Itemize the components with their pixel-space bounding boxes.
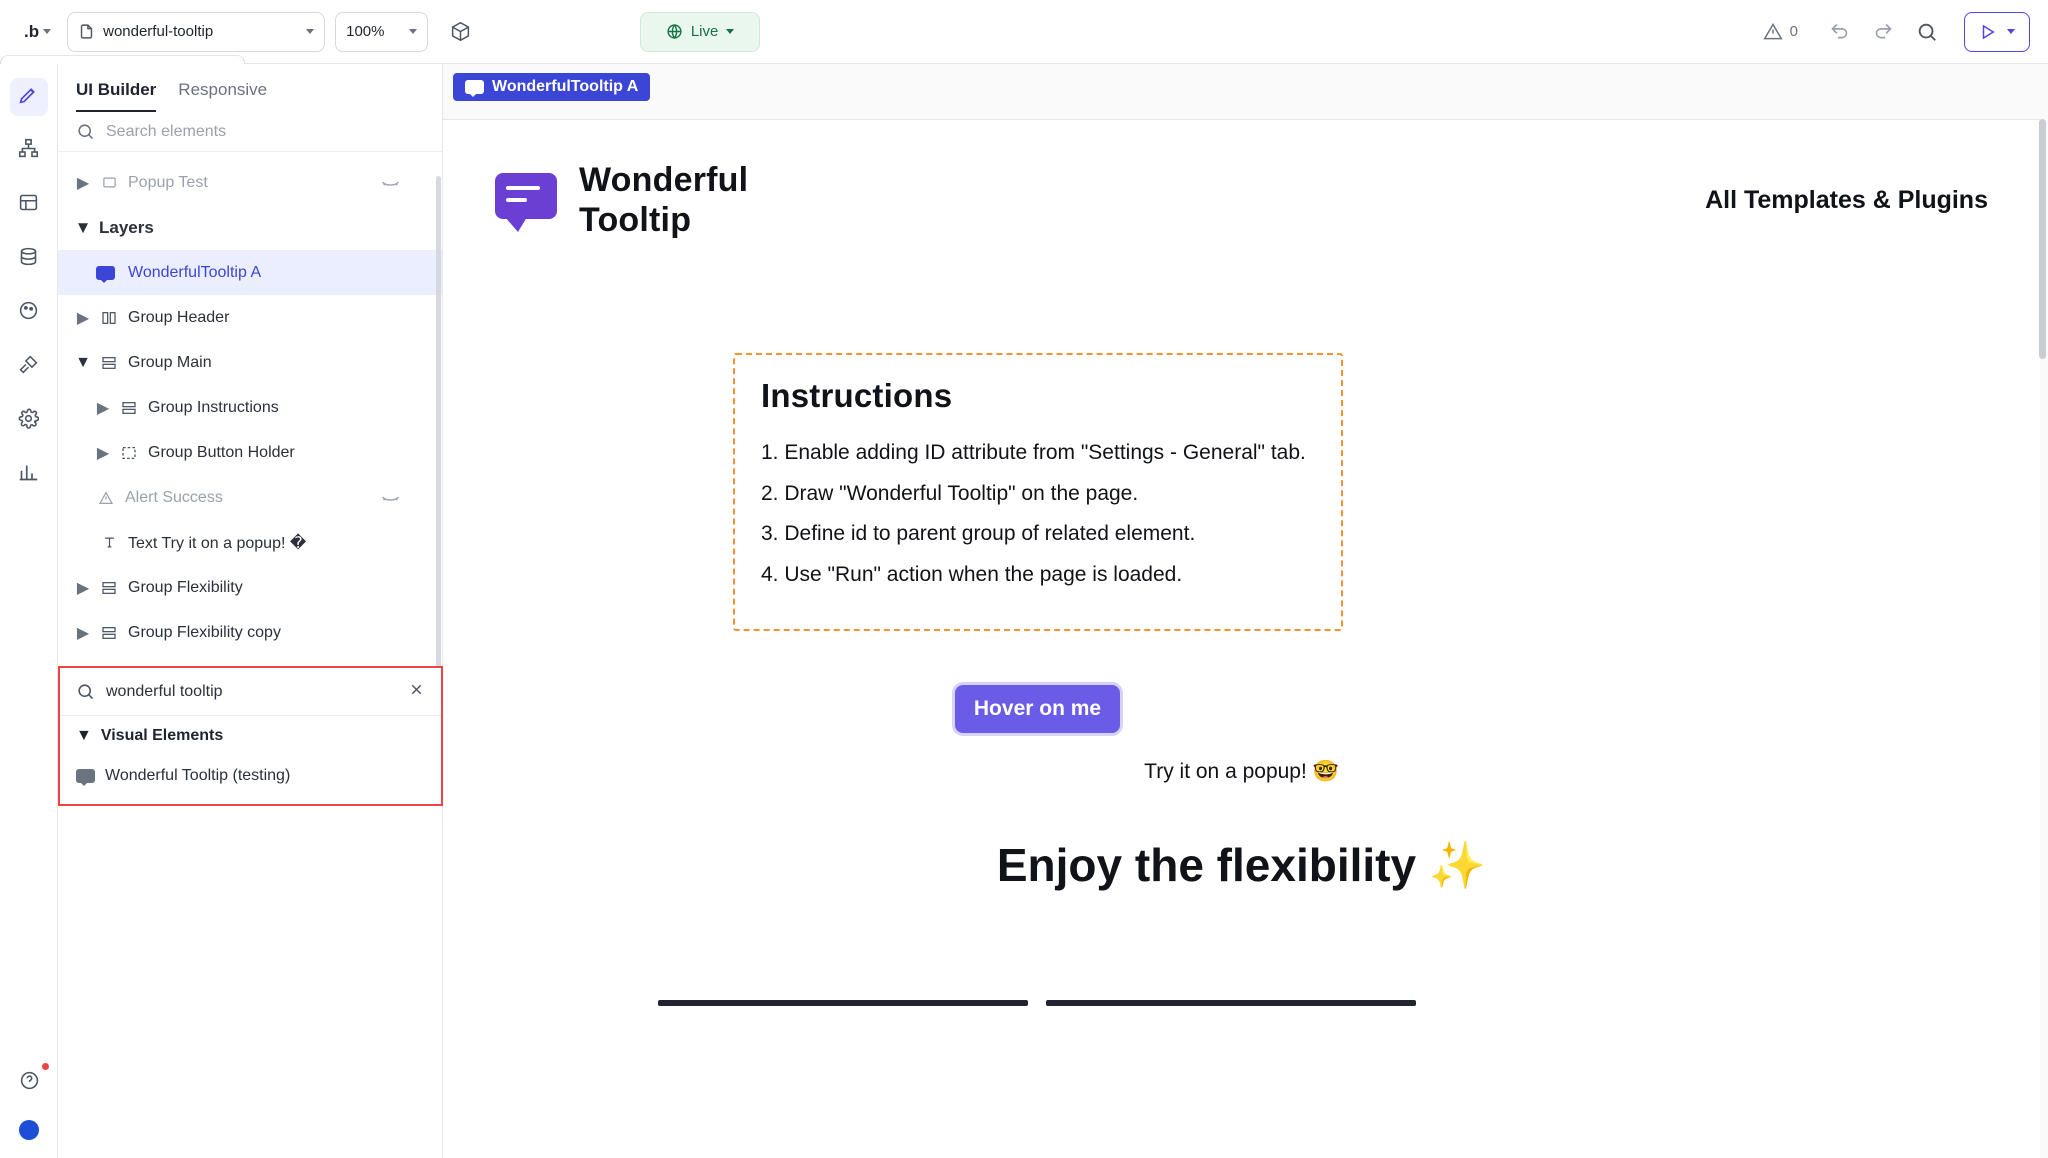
palette-icon: [18, 300, 39, 326]
search-button[interactable]: [1910, 15, 1944, 49]
tree-item-label: Alert Success: [125, 488, 223, 506]
chevron-down-icon: [306, 29, 314, 34]
sidebar-item-styles[interactable]: [10, 294, 48, 332]
sidebar-item-plugins[interactable]: [10, 348, 48, 386]
ui-builder-panel: [58, 64, 443, 1158]
chevron-down-icon: [43, 29, 51, 34]
brand-name: [579, 160, 748, 240]
popup-hint-text: Try it on a popup! 🤓: [1144, 760, 1339, 783]
chevron-down-icon: [726, 29, 734, 34]
chart-icon: [18, 462, 39, 488]
gear-icon: [18, 408, 39, 434]
issue-count: 0: [1789, 23, 1798, 40]
page-preview: [443, 119, 2040, 1158]
canvas-area: [443, 64, 2048, 1158]
chevron-down-icon: [409, 29, 417, 34]
tree-item-label: Group Main: [128, 353, 212, 371]
canvas-scrollbar[interactable]: [2039, 119, 2046, 359]
result-group-visual-elements[interactable]: [60, 716, 441, 756]
tab-ui-builder[interactable]: UI Builder: [76, 80, 156, 112]
instructions-box: [733, 353, 1343, 631]
tree-item-group-header[interactable]: [58, 295, 442, 340]
flexibility-heading: Enjoy the flexibility ✨: [996, 839, 1487, 891]
result-item-label: Wonderful Tooltip (testing): [105, 767, 291, 784]
brand-name-line1: Wonderful: [579, 161, 749, 199]
hidden-eye-icon[interactable]: [381, 489, 400, 507]
brand: [495, 160, 748, 240]
issue-counter[interactable]: [1763, 22, 1798, 42]
chevron-down-icon[interactable]: ▼: [74, 217, 92, 237]
tree-item-label: Group Instructions: [148, 398, 279, 416]
hover-on-me-button[interactable]: Hover on me: [955, 685, 1120, 733]
rows-icon: [99, 580, 119, 596]
tree-group-layers[interactable]: [58, 205, 442, 250]
tooltip-icon: [96, 266, 115, 280]
layer-tree: [58, 152, 442, 655]
element-search-input[interactable]: [60, 668, 441, 716]
warning-icon: [1763, 22, 1783, 42]
sidebar-item-data[interactable]: [10, 240, 48, 278]
plug-icon: [18, 354, 39, 380]
cube-icon: [450, 21, 471, 42]
tree-item-label: WonderfulTooltip A: [128, 263, 262, 281]
canvas-page-badge-label: WonderfulTooltip A: [492, 78, 639, 95]
chevron-right-icon[interactable]: ▶: [96, 399, 110, 417]
bar-right: [1046, 1000, 1416, 1006]
help-button[interactable]: [10, 1064, 48, 1102]
tooltip-icon: [465, 80, 484, 94]
tree-item-popup-test[interactable]: [58, 160, 442, 205]
pencil-icon: [18, 84, 39, 110]
search-icon: [76, 682, 95, 701]
tree-item-alert-success[interactable]: [58, 475, 442, 520]
instruction-line: 1. Enable adding ID attribute from "Settings - General" tab.: [761, 441, 1306, 464]
preview-3d-button[interactable]: [438, 12, 482, 52]
columns-icon: [99, 310, 119, 326]
tree-item-wonderfultooltip-a[interactable]: [58, 250, 442, 295]
decorative-bars: [658, 1000, 1416, 1006]
sidebar-item-logs[interactable]: [10, 456, 48, 494]
element-search-value: wonderful tooltip: [106, 682, 223, 700]
project-selector[interactable]: [67, 12, 325, 52]
search-icon: [76, 122, 95, 141]
zoom-level: 100%: [346, 23, 385, 40]
rail-bottom-group: [0, 1064, 58, 1140]
chevron-down-icon[interactable]: ▼: [75, 353, 91, 371]
live-label: Live: [690, 23, 719, 40]
tree-item-label: Group Button Holder: [148, 443, 295, 461]
canvas-page-badge[interactable]: [453, 73, 650, 101]
chevron-down-icon[interactable]: ▼: [76, 727, 92, 744]
chevron-right-icon[interactable]: ▶: [76, 579, 90, 597]
text-icon: [99, 535, 119, 550]
popup-icon: [99, 175, 119, 190]
alert-icon: [96, 490, 116, 506]
tree-item-label: Text Try it on a popup! �: [128, 534, 307, 552]
play-icon: [1979, 23, 1997, 41]
chevron-down-icon: [2007, 29, 2015, 34]
brand-name-line2: Tooltip: [579, 201, 692, 240]
tooltip-icon: [76, 769, 95, 783]
result-item-wonderful-tooltip[interactable]: [60, 756, 441, 796]
tree-item-group-flexibility[interactable]: [58, 565, 442, 610]
notification-dot: [42, 1063, 49, 1070]
panel-tabs: [58, 64, 442, 112]
tree-item-group-button-holder[interactable]: [58, 430, 442, 475]
logo-icon: [495, 173, 557, 227]
tab-responsive[interactable]: Responsive: [178, 80, 268, 99]
rows-icon: [119, 400, 139, 416]
chevron-right-icon[interactable]: ▶: [76, 174, 90, 192]
instruction-line: 3. Define id to parent group of related element.: [761, 522, 1196, 545]
help-icon: [19, 1070, 40, 1096]
panel-scrollbar[interactable]: [436, 176, 441, 736]
bar-left: [658, 1000, 1028, 1006]
result-group-label: Visual Elements: [100, 727, 224, 744]
tree-item-group-main[interactable]: [58, 340, 442, 385]
tree-item-label: Popup Test: [128, 173, 208, 191]
redo-button[interactable]: [1866, 15, 1900, 49]
sidebar-item-design-tool[interactable]: [10, 78, 48, 116]
dashed-box-icon: [119, 445, 139, 461]
app-logo-label: .b: [24, 21, 40, 41]
hidden-eye-icon[interactable]: [381, 174, 400, 192]
rows-icon: [99, 625, 119, 641]
tree-item-label: Group Header: [128, 308, 230, 326]
left-rail: [0, 64, 58, 1158]
tree-item-text-try-it-on-a-popup[interactable]: [58, 520, 442, 565]
tree-item-label: Group Flexibility copy: [128, 623, 281, 641]
sidebar-item-layouts[interactable]: [10, 186, 48, 224]
clear-search-icon[interactable]: [408, 681, 425, 703]
search-elements-placeholder: Search elements: [106, 122, 227, 140]
chevron-right-icon[interactable]: ▶: [76, 624, 90, 642]
tree-item-group-instructions[interactable]: [58, 385, 442, 430]
live-mode-selector[interactable]: [640, 12, 760, 52]
header-link-all-templates[interactable]: All Templates & Plugins: [1705, 185, 1988, 214]
undo-button[interactable]: [1822, 15, 1856, 49]
sidebar-item-structure[interactable]: [10, 132, 48, 170]
instructions-title: Instructions: [761, 377, 953, 414]
app-logo-button[interactable]: [18, 18, 57, 46]
instruction-line: 4. Use "Run" action when the page is loaded.: [761, 562, 1183, 586]
tree-item-label: Group Flexibility: [128, 578, 243, 596]
zoom-selector[interactable]: [335, 12, 428, 52]
sidebar-item-settings[interactable]: [10, 402, 48, 440]
layout-icon: [18, 192, 39, 218]
rows-icon: [99, 355, 119, 371]
top-toolbar: [0, 0, 2048, 64]
element-search-results: [58, 666, 443, 806]
database-icon: [18, 246, 39, 272]
tree-item-group-flexibility-copy[interactable]: [58, 610, 442, 655]
chevron-right-icon[interactable]: ▶: [96, 444, 110, 462]
site-header: [443, 120, 2040, 240]
run-button[interactable]: [1964, 12, 2030, 52]
globe-icon: [666, 23, 683, 40]
search-elements-input[interactable]: [58, 112, 442, 152]
chevron-right-icon[interactable]: ▶: [76, 309, 90, 327]
sitemap-icon: [18, 138, 39, 164]
file-icon: [78, 23, 95, 40]
tree-item-label: Layers: [99, 217, 154, 237]
project-name: wonderful-tooltip: [103, 23, 214, 40]
avatar[interactable]: [19, 1120, 39, 1140]
instruction-line: 2. Draw "Wonderful Tooltip" on the page.: [761, 481, 1139, 505]
